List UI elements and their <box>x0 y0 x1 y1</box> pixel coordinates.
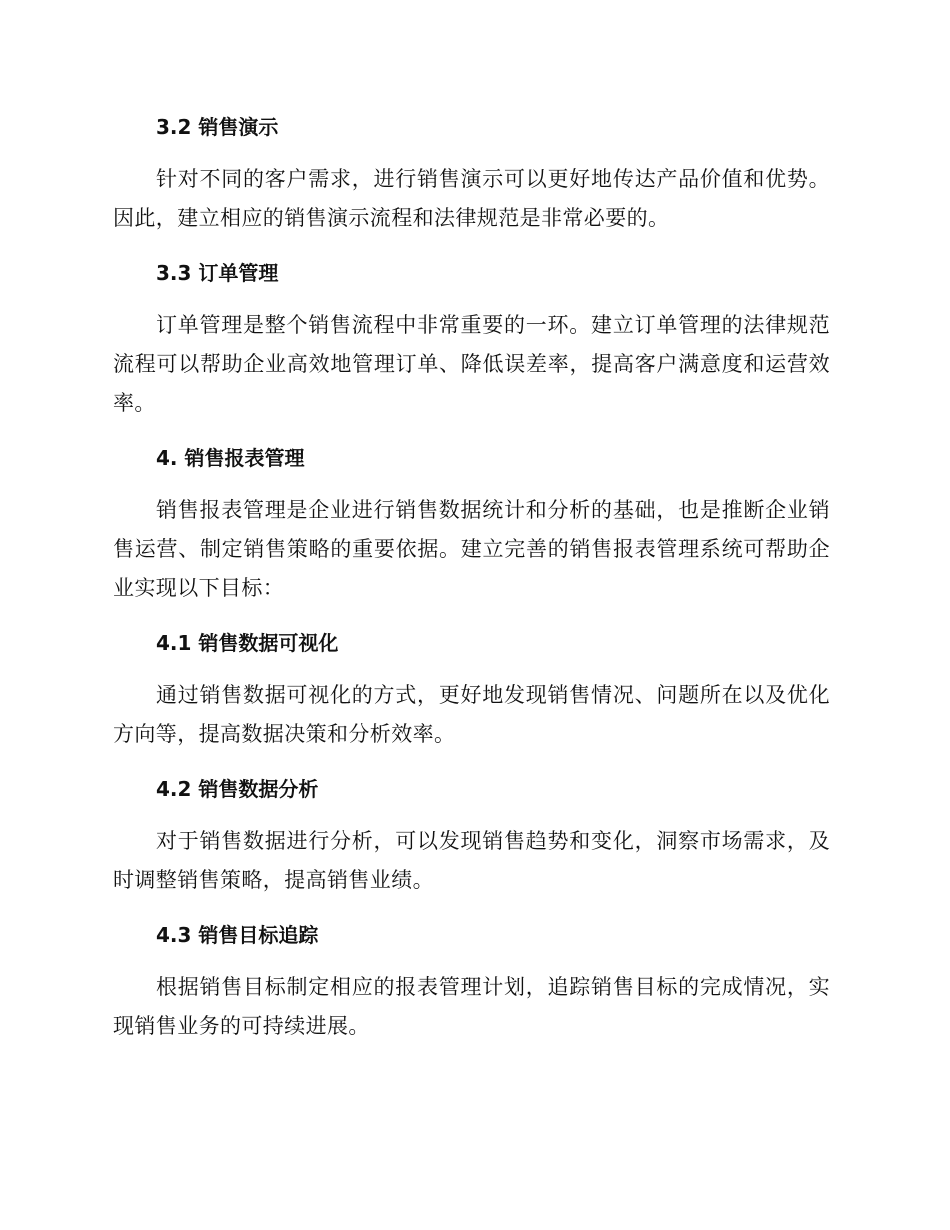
section-heading: 3.2 销售演示 <box>156 115 279 139</box>
paragraph <box>113 822 830 900</box>
paragraph-line: 时调整销售策略，提高销售业绩。 <box>113 868 434 892</box>
paragraph <box>113 491 830 608</box>
paragraph-line: 通过销售数据可视化的方式，更好地发现销售情况、问题所在以及优化 <box>156 683 830 707</box>
section-3-3 <box>113 254 830 439</box>
paragraph <box>113 676 830 754</box>
paragraph-line: 销售报表管理是企业进行销售数据统计和分析的基础，也是推断企业销 <box>156 498 830 522</box>
paragraph-line: 现销售业务的可持续进展。 <box>113 1014 370 1038</box>
paragraph-line: 对于销售数据进行分析，可以发现销售趋势和变化，洞察市场需求，及 <box>156 829 830 853</box>
section-4-1 <box>113 624 830 770</box>
paragraph-line: 率。 <box>113 391 156 415</box>
paragraph-line: 根据销售目标制定相应的报表管理计划，追踪销售目标的完成情况，实 <box>156 975 830 999</box>
paragraph-line: 业实现以下目标： <box>113 576 285 600</box>
section-3-2 <box>113 108 830 254</box>
paragraph-line: 针对不同的客户需求，进行销售演示可以更好地传达产品价值和优势。 <box>156 167 830 191</box>
paragraph-line: 方向等，提高数据决策和分析效率。 <box>113 722 456 746</box>
section-heading: 4. 销售报表管理 <box>156 446 305 470</box>
section-4 <box>113 439 830 624</box>
document-body <box>113 108 830 1046</box>
section-heading: 4.3 销售目标追踪 <box>156 923 319 947</box>
paragraph-line: 因此，建立相应的销售演示流程和法律规范是非常必要的。 <box>113 206 670 230</box>
section-heading: 3.3 订单管理 <box>156 261 279 285</box>
paragraph <box>113 306 830 423</box>
section-heading: 4.2 销售数据分析 <box>156 777 319 801</box>
section-4-2 <box>113 770 830 916</box>
paragraph <box>113 160 830 238</box>
section-heading: 4.1 销售数据可视化 <box>156 631 339 655</box>
paragraph-line: 售运营、制定销售策略的重要依据。建立完善的销售报表管理系统可帮助企 <box>113 537 830 561</box>
section-4-3 <box>113 916 830 1046</box>
paragraph-line: 流程可以帮助企业高效地管理订单、降低误差率，提高客户满意度和运营效 <box>113 352 830 376</box>
paragraph-line: 订单管理是整个销售流程中非常重要的一环。建立订单管理的法律规范 <box>156 313 830 337</box>
paragraph <box>113 968 830 1046</box>
